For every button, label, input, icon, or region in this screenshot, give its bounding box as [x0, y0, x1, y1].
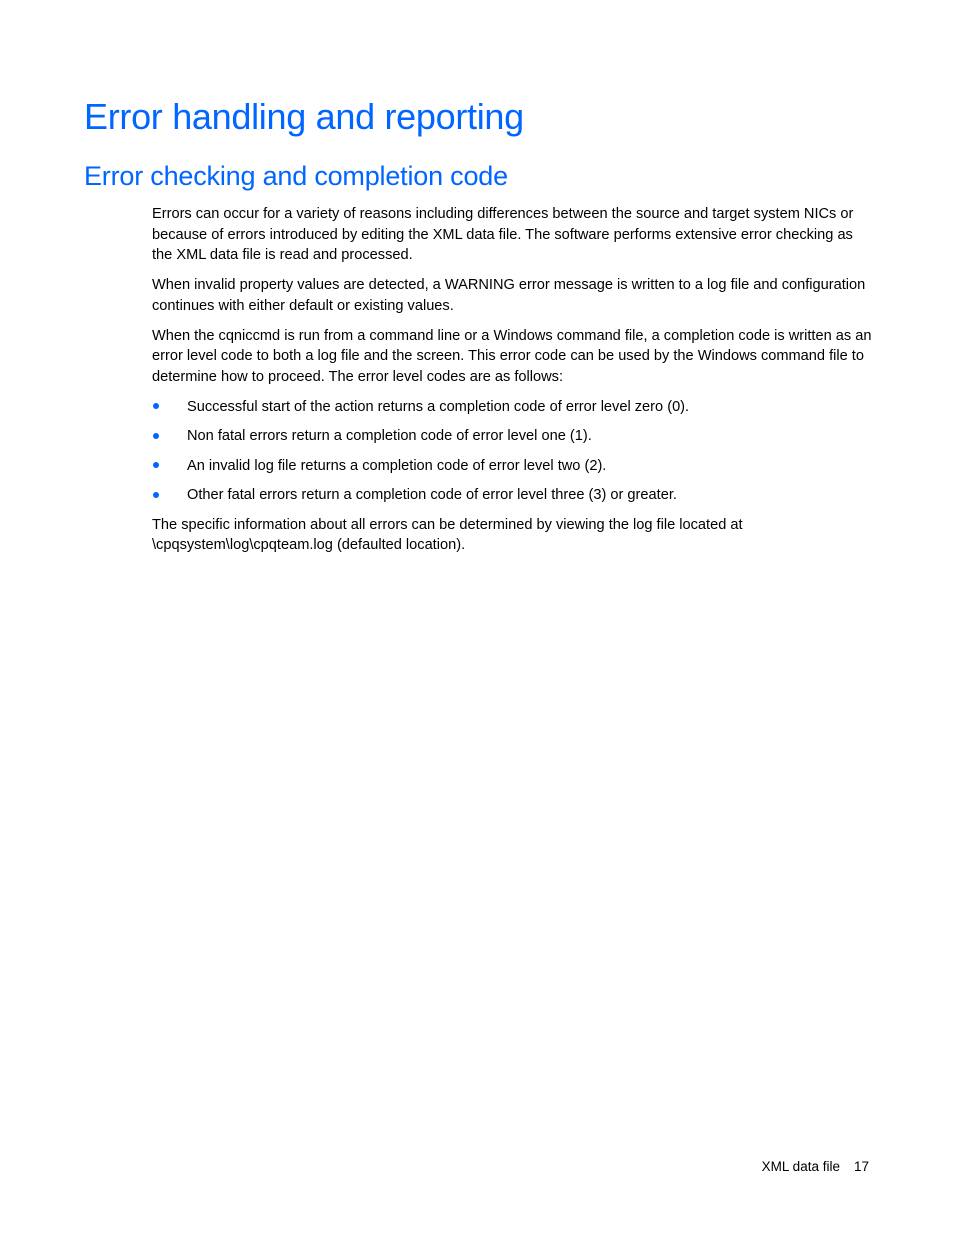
- list-item: [152, 485, 872, 506]
- section-heading: Error checking and completion code: [84, 161, 508, 191]
- bullet-icon: [153, 462, 159, 468]
- bullet-icon: [153, 492, 159, 498]
- list-item: [152, 397, 872, 418]
- list-item-text: Other fatal errors return a completion code of error level three (3) or greater.: [187, 487, 677, 503]
- list-item-text: Successful start of the action returns a completion code of error level zero (0).: [187, 398, 690, 415]
- page-title: Error handling and reporting: [84, 96, 524, 137]
- paragraph: [152, 515, 872, 556]
- paragraph: When invalid property values are detected, a WARNING error message is written to a log file and configuration continues with either default or existing values.: [152, 277, 866, 314]
- error-level-list: [152, 397, 872, 506]
- list-item-text: An invalid log file returns a completion code of error level two (2).: [187, 457, 607, 474]
- list-item: [152, 426, 872, 447]
- footer-section-name: XML data file: [761, 1159, 840, 1174]
- log-file-path: \cpqsystem\log\cpqteam.log (defaulted location).: [152, 537, 466, 553]
- paragraph: When the cqniccmd is run from a command line or a Windows command file, a completion code is written as an error level code to both a log file and the screen. This error code can be used by the Windows command file to determine how to proceed. The error level codes are as follows:: [152, 327, 872, 385]
- section-body: [152, 204, 872, 565]
- list-item: [152, 456, 872, 477]
- paragraph: Errors can occur for a variety of reasons including differences between the source and target system NICs or because of errors introduced by editing the XML data file. The software performs extensive error checking as the XML data file is read and processed.: [152, 206, 854, 263]
- page-footer: [762, 1158, 869, 1176]
- page-number: 17: [853, 1159, 869, 1174]
- paragraph-line: The specific information about all errors can be determined by viewing the log file located at: [152, 516, 743, 533]
- bullet-icon: [153, 403, 159, 409]
- bullet-icon: [153, 433, 159, 439]
- list-item-text: Non fatal errors return a completion code of error level one (1).: [187, 428, 592, 444]
